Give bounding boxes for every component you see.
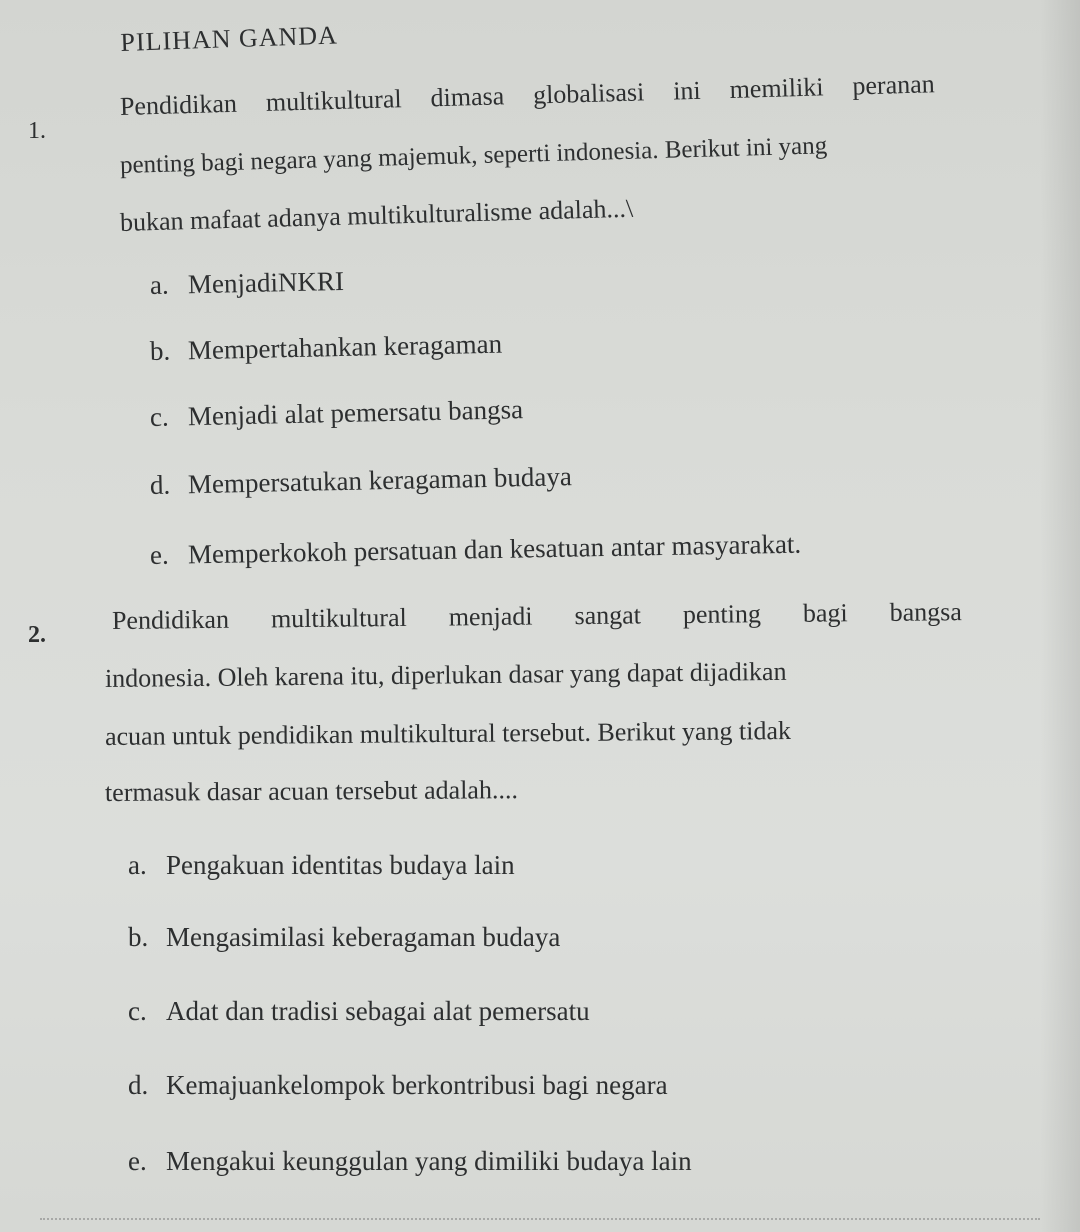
word: peranan <box>851 69 936 101</box>
option-letter: b. <box>149 335 171 366</box>
question-2-line-2: indonesia. Oleh karena itu, diperlukan dasar yang dapat dijadikan <box>104 656 787 693</box>
word: sangat <box>574 600 642 631</box>
word: Pendidikan <box>111 604 230 635</box>
option-letter: a. <box>128 850 147 880</box>
question-1-line-3: bukan mafaat adanya multikulturalisme adalah...\ <box>119 193 634 237</box>
option-text: Memperkokoh persatuan dan kesatuan antar masyarakat. <box>187 528 802 570</box>
question-2-line-4: termasuk dasar acuan tersebut adalah.... <box>104 775 519 807</box>
question-2-line-1-text <box>112 597 962 636</box>
option-text: MenjadiNKRI <box>187 265 345 300</box>
option-text: Mengakui keunggulan yang dimiliki budaya lain <box>166 1146 692 1176</box>
question-1-number: 1. <box>28 118 46 144</box>
section-title: PILIHAN GANDA <box>120 20 339 57</box>
option-letter: d. <box>128 1070 149 1100</box>
option-text: Kemajuankelompok berkontribusi bagi negara <box>166 1070 668 1100</box>
word: multikultural <box>265 84 402 117</box>
option-text: Mempersatukan keragaman budaya <box>187 461 573 500</box>
question-2-option-c <box>128 996 590 1027</box>
word: menjadi <box>448 601 533 632</box>
question-2-option-b <box>128 922 560 953</box>
question-1-option-c <box>150 394 524 433</box>
word: globalisasi <box>532 77 645 110</box>
option-text: Pengakuan identitas budaya lain <box>166 850 515 880</box>
option-letter: d. <box>149 469 171 500</box>
word: memiliki <box>729 72 824 104</box>
page-edge-shadow <box>1040 0 1080 1232</box>
question-2-number: 2. <box>28 622 46 648</box>
option-letter: c. <box>149 401 170 432</box>
question-2-line-3: acuan untuk pendidikan multikultural tersebut. Berikut yang tidak <box>104 716 792 751</box>
option-letter: b. <box>128 922 149 952</box>
option-text: Menjadi alat pemersatu bangsa <box>187 394 524 432</box>
word: multikultural <box>270 602 407 634</box>
word: ini <box>672 75 702 106</box>
word: Pendidikan <box>119 88 238 121</box>
question-2-option-e <box>128 1146 692 1177</box>
question-1-option-a <box>150 266 345 301</box>
option-letter: c. <box>128 996 147 1026</box>
question-1-line-2: penting bagi negara yang majemuk, seperti indonesia. Berikut ini yang <box>119 132 828 179</box>
question-1-option-b <box>150 329 503 367</box>
question-1-option-d <box>150 461 572 501</box>
option-letter: e. <box>128 1146 147 1176</box>
question-2-line-1 <box>112 597 962 636</box>
question-1-line-1 <box>120 69 936 122</box>
option-text: Mengasimilasi keberagaman budaya <box>166 922 561 952</box>
word: bagi <box>802 598 848 628</box>
question-2-option-a <box>128 850 515 881</box>
question-1-line-1-text <box>120 69 936 122</box>
question-2-option-d <box>128 1070 668 1101</box>
option-letter: e. <box>149 539 169 570</box>
bottom-edge-marks <box>40 1218 1040 1228</box>
option-text: Adat dan tradisi sebagai alat pemersatu <box>166 996 590 1026</box>
word: dimasa <box>430 81 505 113</box>
option-text: Mempertahankan keragaman <box>187 328 503 366</box>
option-letter: a. <box>149 269 170 300</box>
word: bangsa <box>889 597 963 627</box>
word: penting <box>682 599 762 630</box>
question-1-option-e <box>150 529 802 571</box>
